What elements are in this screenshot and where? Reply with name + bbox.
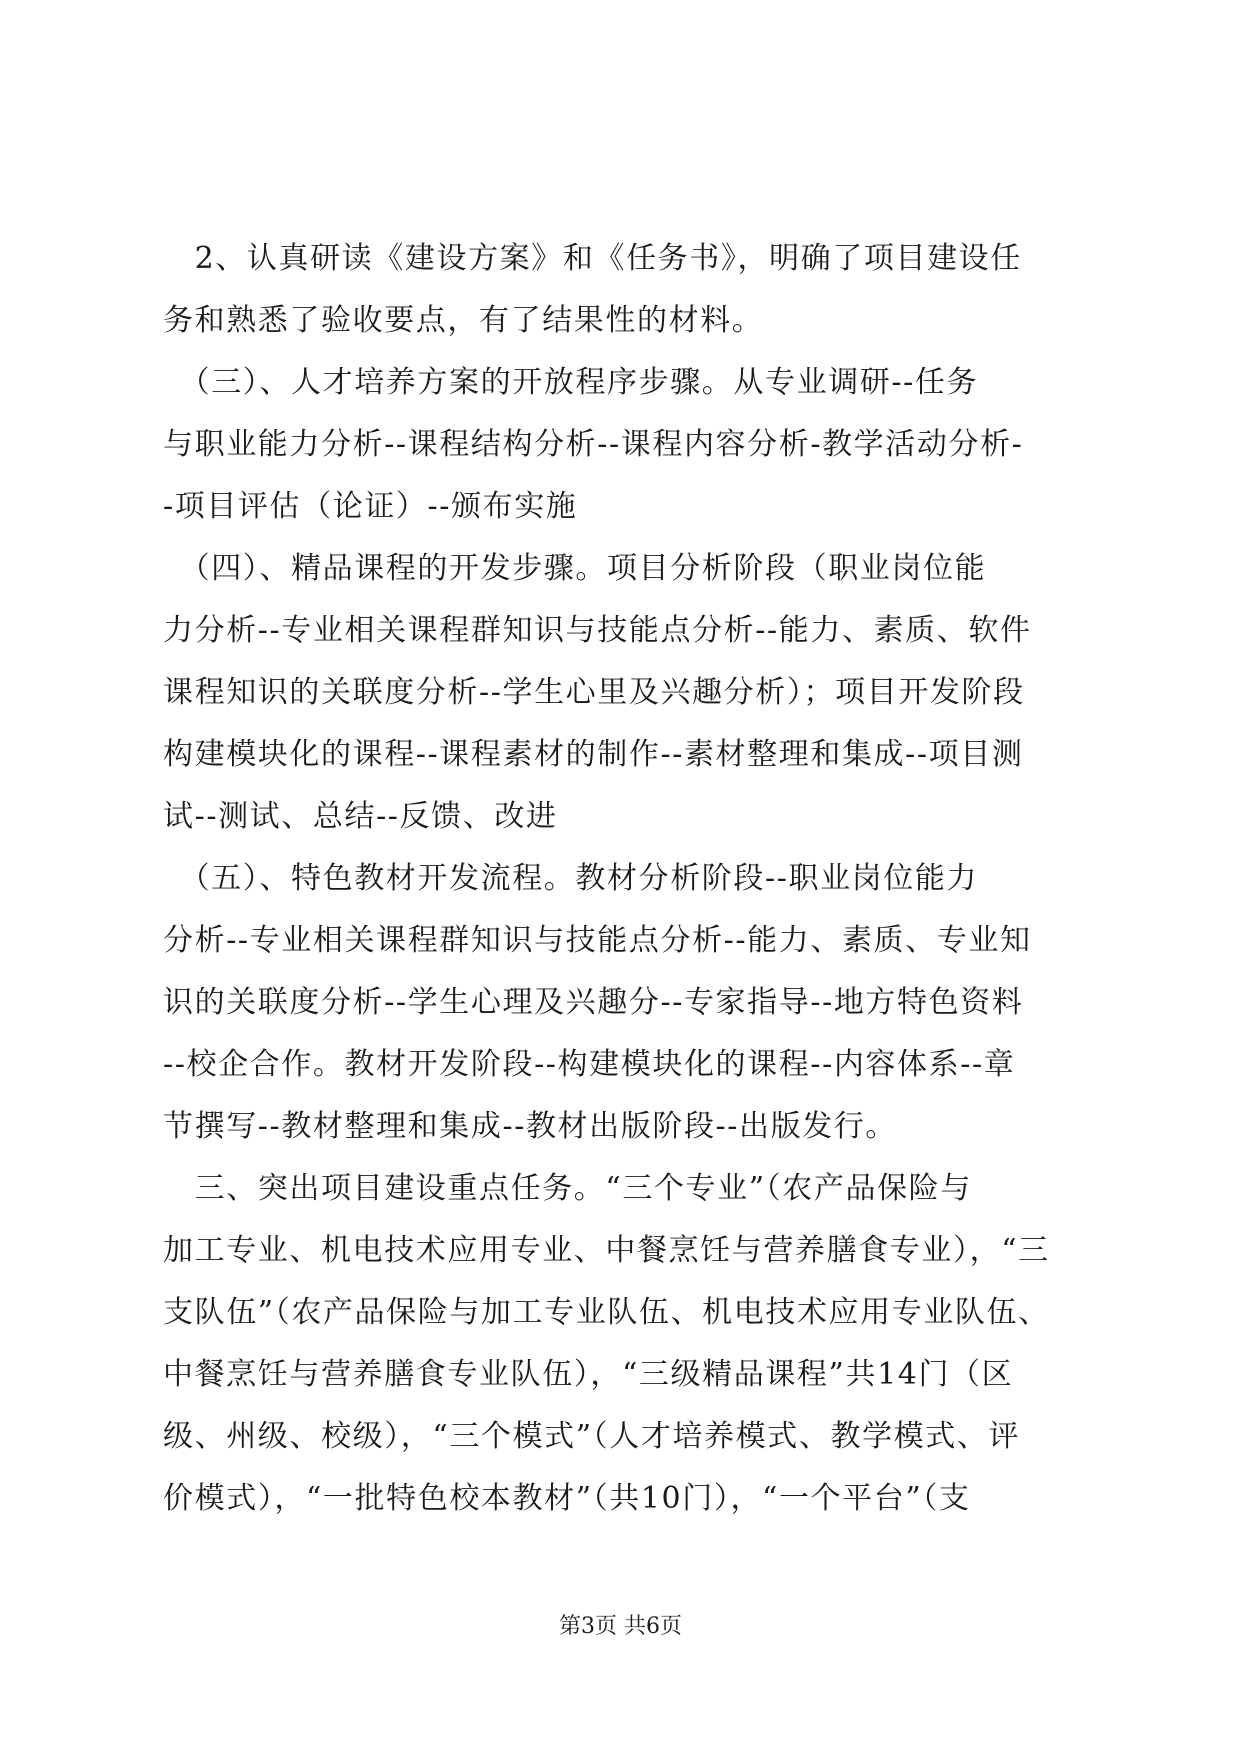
text-line: （五）、特色教材开发流程。教材分析阶段--职业岗位能力 (163, 861, 979, 896)
text-line: --校企合作。教材开发阶段--构建模块化的课程--内容体系--章 (163, 1047, 1016, 1082)
text-line: 支队伍”（农产品保险与加工专业队伍、机电技术应用专业队伍、 (163, 1295, 1050, 1330)
page-number-footer: 第3页 共6页 (559, 1614, 682, 1639)
text-line: 价模式），“一批特色校本教材”（共10门），“一个平台”（支 (163, 1481, 971, 1516)
text-line: 2、认真研读《建设方案》和《任务书》，明确了项目建设任 (163, 241, 1022, 276)
text-line: 务和熟悉了验收要点，有了结果性的材料。 (163, 303, 764, 338)
text-line: 三、突出项目建设重点任务。“三个专业”（农产品保险与 (163, 1171, 972, 1206)
text-line: -项目评估（论证）--颁布实施 (163, 489, 578, 524)
text-line: 节撰写--教材整理和集成--教材出版阶段--出版发行。 (163, 1109, 898, 1144)
text-line: 课程知识的关联度分析--学生心里及兴趣分析）；项目开发阶段 (163, 675, 1025, 710)
text-line: 力分析--专业相关课程群知识与技能点分析--能力、素质、软件 (163, 613, 1032, 648)
text-line: 分析--专业相关课程群知识与技能点分析--能力、素质、专业知 (163, 923, 1032, 958)
text-line: （三）、人才培养方案的开放程序步骤。从专业调研--任务 (163, 365, 979, 400)
text-line: 与职业能力分析--课程结构分析--课程内容分析-教学活动分析- (163, 427, 1024, 462)
text-line: 级、州级、校级），“三个模式”（人才培养模式、教学模式、评 (163, 1419, 1021, 1454)
text-line: （四）、精品课程的开发步骤。项目分析阶段（职业岗位能 (163, 551, 987, 586)
text-line: 加工专业、机电技术应用专业、中餐烹饪与营养膳食专业），“三 (163, 1233, 1050, 1268)
text-line: 识的关联度分析--学生心理及兴趣分--专家指导--地方特色资料 (163, 985, 1024, 1020)
text-line: 中餐烹饪与营养膳食专业队伍），“三级精品课程”共14门（区 (163, 1357, 1014, 1392)
text-line: 试--测试、总结--反馈、改进 (163, 799, 558, 834)
body-text (163, 228, 1083, 1530)
text-line: 构建模块化的课程--课程素材的制作--素材整理和集成--项目测 (163, 737, 1024, 772)
